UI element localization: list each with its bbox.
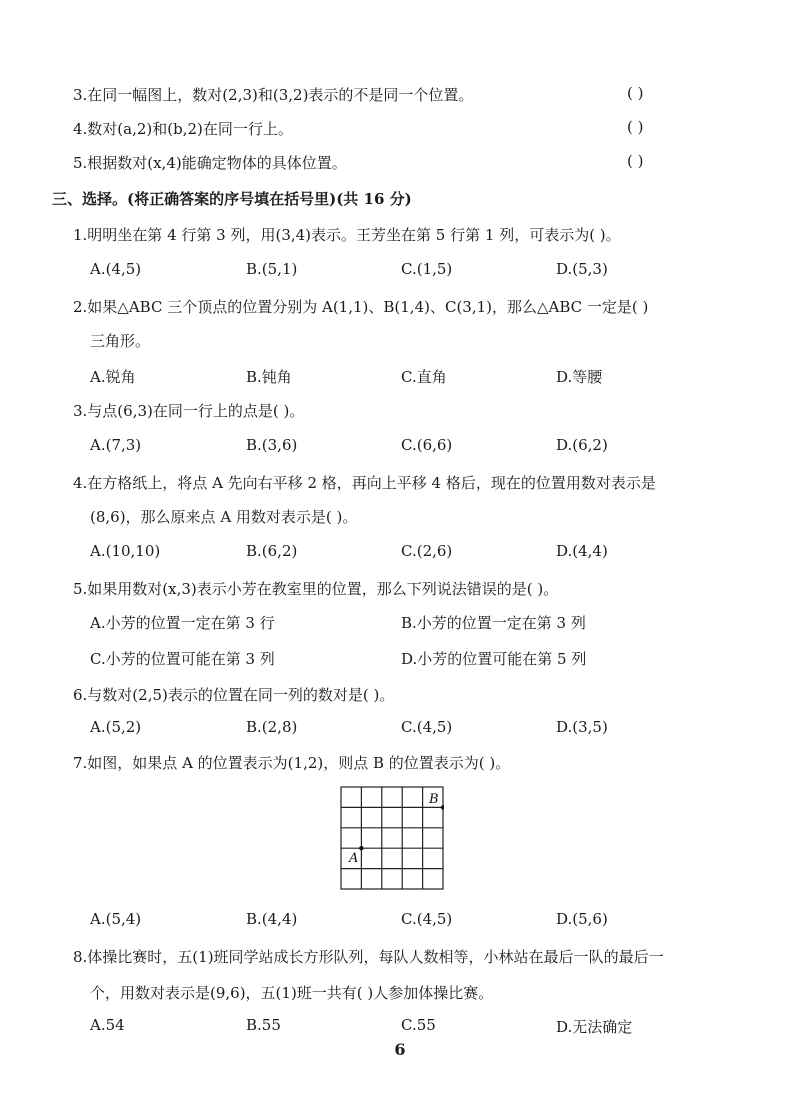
- answer-paren-3[interactable]: ( ): [627, 84, 644, 102]
- q5-option-d[interactable]: D.小芳的位置可能在第 5 列: [401, 650, 587, 668]
- q4-option-a[interactable]: A.(10,10): [90, 542, 161, 560]
- judgment-item-3: 3.在同一幅图上，数对(2,3)和(3,2)表示的不是同一个位置。: [73, 86, 474, 104]
- grid-border: [341, 787, 443, 889]
- point-a: [359, 846, 363, 850]
- q1-option-c[interactable]: C.(1,5): [401, 260, 453, 278]
- q2-option-d[interactable]: D.等腰: [556, 368, 603, 386]
- q7-option-d[interactable]: D.(5,6): [556, 910, 608, 928]
- q6-option-c[interactable]: C.(4,5): [401, 718, 453, 736]
- answer-paren-5[interactable]: ( ): [627, 152, 644, 170]
- question-5: 5.如果用数对(x,3)表示小芳在教室里的位置，那么下列说法错误的是( )。: [73, 580, 559, 598]
- page-number: 6: [394, 1040, 406, 1059]
- grid-svg: [340, 786, 444, 890]
- point-b-label: B: [429, 792, 439, 807]
- q8-option-a[interactable]: A.54: [90, 1016, 125, 1034]
- q2-option-c[interactable]: C.直角: [401, 368, 447, 386]
- q3-option-b[interactable]: B.(3,6): [246, 436, 298, 454]
- judgment-item-5: 5.根据数对(x,4)能确定物体的具体位置。: [73, 154, 347, 172]
- question-2-cont: 三角形。: [90, 332, 151, 350]
- q4-option-b[interactable]: B.(6,2): [246, 542, 298, 560]
- question-2: 2.如果△ABC 三个顶点的位置分别为 A(1,1)、B(1,4)、C(3,1)，那么△ABC 一定是( ): [73, 298, 649, 316]
- q6-option-a[interactable]: A.(5,2): [90, 718, 142, 736]
- coordinate-grid-figure: [340, 786, 444, 890]
- q3-option-c[interactable]: C.(6,6): [401, 436, 453, 454]
- q2-option-b[interactable]: B.钝角: [246, 368, 292, 386]
- judgment-item-4: 4.数对(a,2)和(b,2)在同一行上。: [73, 120, 293, 138]
- q6-option-d[interactable]: D.(3,5): [556, 718, 608, 736]
- question-8-cont: 个，用数对表示是(9,6)，五(1)班一共有( )人参加体操比赛。: [90, 984, 494, 1002]
- q1-option-a[interactable]: A.(4,5): [90, 260, 142, 278]
- q8-option-b[interactable]: B.55: [246, 1016, 281, 1034]
- question-3: 3.与点(6,3)在同一行上的点是( )。: [73, 402, 305, 420]
- q4-option-d[interactable]: D.(4,4): [556, 542, 608, 560]
- q7-option-b[interactable]: B.(4,4): [246, 910, 298, 928]
- q6-option-b[interactable]: B.(2,8): [246, 718, 298, 736]
- q5-option-b[interactable]: B.小芳的位置一定在第 3 列: [401, 614, 586, 632]
- answer-paren-4[interactable]: ( ): [627, 118, 644, 136]
- q7-option-a[interactable]: A.(5,4): [90, 910, 142, 928]
- q8-option-c[interactable]: C.55: [401, 1016, 436, 1034]
- question-4-cont: (8,6)，那么原来点 A 用数对表示是( )。: [90, 508, 358, 526]
- question-7: 7.如图，如果点 A 的位置表示为(1,2)，则点 B 的位置表示为( )。: [73, 754, 511, 772]
- q3-option-a[interactable]: A.(7,3): [90, 436, 142, 454]
- q3-option-d[interactable]: D.(6,2): [556, 436, 608, 454]
- q5-option-c[interactable]: C.小芳的位置可能在第 3 列: [90, 650, 275, 668]
- question-4: 4.在方格纸上，将点 A 先向右平移 2 格，再向上平移 4 格后，现在的位置用数对表示是: [73, 474, 656, 492]
- q5-option-a[interactable]: A.小芳的位置一定在第 3 行: [90, 614, 275, 632]
- q1-option-b[interactable]: B.(5,1): [246, 260, 298, 278]
- question-1: 1.明明坐在第 4 行第 3 列，用(3,4)表示。王芳坐在第 5 行第 1 列，可表示为( )。: [73, 226, 621, 244]
- point-b: [441, 805, 444, 809]
- q7-option-c[interactable]: C.(4,5): [401, 910, 453, 928]
- question-6: 6.与数对(2,5)表示的位置在同一列的数对是( )。: [73, 686, 395, 704]
- q2-option-a[interactable]: A.锐角: [90, 368, 136, 386]
- q8-option-d[interactable]: D.无法确定: [556, 1018, 633, 1036]
- question-8: 8.体操比赛时，五(1)班同学站成长方形队列，每队人数相等，小林站在最后一队的最后一: [73, 948, 664, 966]
- q1-option-d[interactable]: D.(5,3): [556, 260, 608, 278]
- point-a-label: A: [349, 851, 359, 866]
- section-title: 三、选择。(将正确答案的序号填在括号里)(共 16 分): [52, 190, 412, 208]
- q4-option-c[interactable]: C.(2,6): [401, 542, 453, 560]
